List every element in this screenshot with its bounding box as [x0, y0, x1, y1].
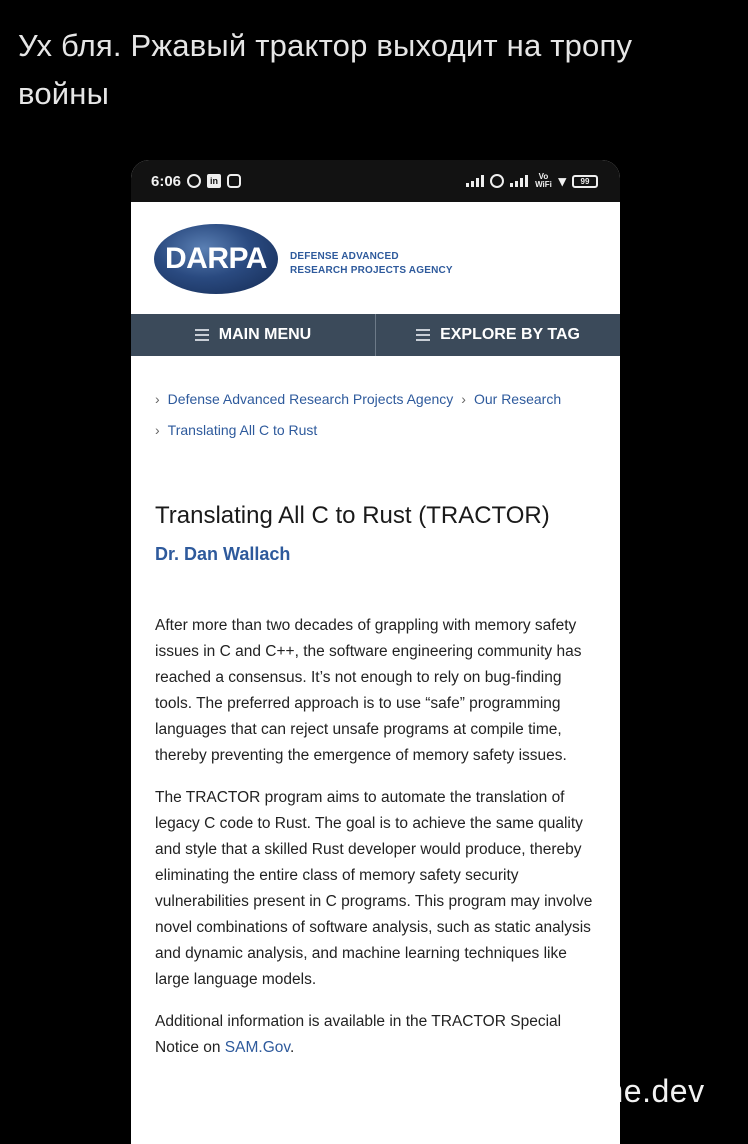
post-caption: Ух бля. Ржавый трактор выходит на тропу войны	[18, 28, 633, 111]
status-time: 6:06	[151, 172, 182, 190]
breadcrumb	[155, 384, 596, 446]
volte-wifi-icon: Vo WiFi	[535, 172, 552, 189]
paragraph-3	[155, 1009, 596, 1061]
logo-text: DARPA	[165, 242, 267, 275]
breadcrumb-link-darpa[interactable]: Defense Advanced Research Projects Agency	[167, 391, 454, 407]
agency-line-2: RESEARCH PROJECTS AGENCY	[290, 265, 453, 276]
registered-icon	[490, 174, 504, 188]
explore-by-tag-label: EXPLORE BY TAG	[440, 326, 580, 343]
status-bar	[131, 160, 620, 202]
hamburger-icon	[416, 329, 430, 341]
main-menu-button[interactable]	[131, 314, 375, 356]
darpa-logo[interactable]	[154, 224, 278, 294]
nav-bar	[131, 314, 620, 356]
paragraph-3-text: Additional information is available in the TRACTOR Special Notice on	[155, 1013, 562, 1056]
sam-gov-link[interactable]: SAM.Gov	[224, 1039, 290, 1056]
signal-2-icon	[510, 175, 528, 187]
chevron-right-icon: ›	[461, 391, 466, 407]
wifi-icon: ▾	[558, 173, 566, 190]
agency-name	[290, 250, 453, 278]
phone-screenshot	[131, 160, 620, 1144]
watermark: openmeme.dev	[478, 1073, 705, 1109]
main-content	[131, 356, 620, 1061]
paragraph-2: The TRACTOR program aims to automate the translation of legacy C code to Rust. The goal is to achieve the same quality and style that a skilled Rust developer would produce, thereby eliminating the entire class of memory safety security vulnerabilities present in C programs. This program may involve novel combinations of software analysis, such as static analysis and dynamic analysis, and machine learning techniques like large language models.	[155, 789, 593, 988]
paragraph-1: After more than two decades of grappling with memory safety issues in C and C++, the software engineering community has reached a consensus. It’s not enough to rely on bug-finding tools. The preferred approach is to use “safe” programming languages that can reject unsafe programs at compile time, thereby preventing the emergence of memory safety issues.	[155, 617, 582, 764]
author-link[interactable]: Dr. Dan Wallach	[155, 544, 291, 564]
alarm-icon	[187, 174, 201, 188]
main-menu-label: MAIN MENU	[218, 326, 312, 343]
explore-by-tag-button[interactable]	[375, 314, 620, 356]
agency-line-1: DEFENSE ADVANCED	[290, 251, 399, 262]
chevron-right-icon: ›	[155, 422, 160, 438]
breadcrumb-link-current[interactable]: Translating All C to Rust	[167, 422, 318, 438]
linkedin-icon: in	[207, 174, 221, 188]
page-title: Translating All C to Rust (TRACTOR)	[155, 502, 550, 529]
paragraph-3-end: .	[289, 1039, 295, 1056]
breadcrumb-link-our-research[interactable]: Our Research	[473, 391, 562, 407]
battery-icon: 99	[572, 175, 598, 188]
hamburger-icon	[195, 329, 209, 341]
instagram-icon	[227, 174, 241, 188]
chevron-right-icon: ›	[155, 391, 160, 407]
signal-icon	[466, 175, 484, 187]
site-header	[131, 202, 620, 314]
